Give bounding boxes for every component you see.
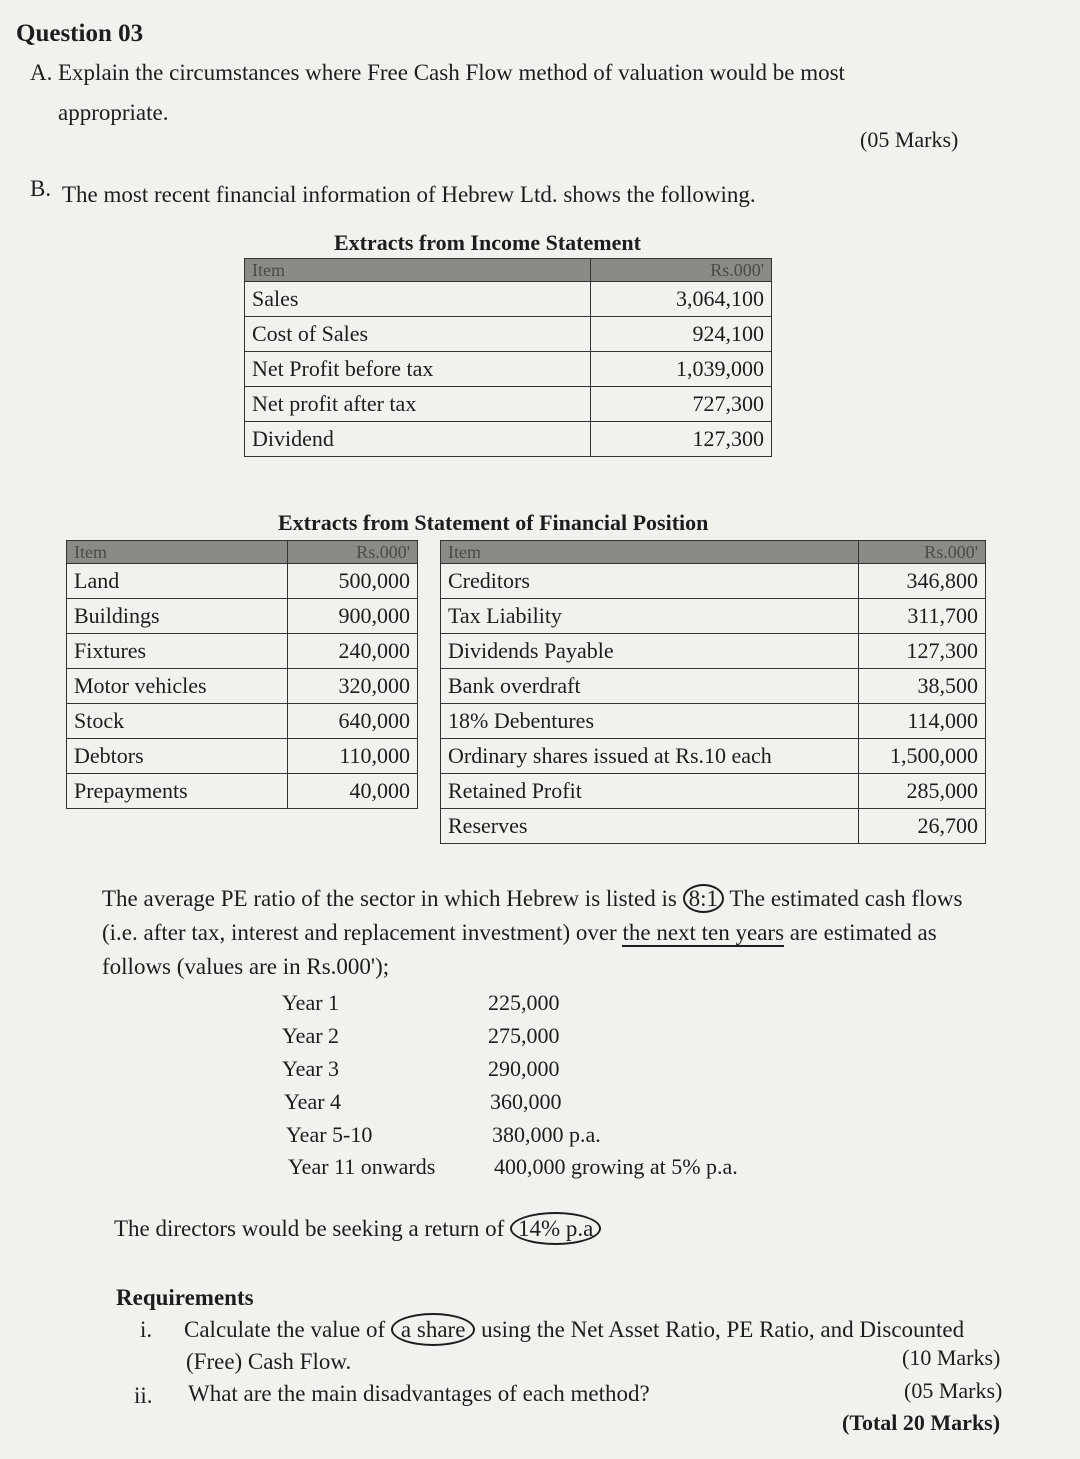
table-row [67,669,418,704]
next-ten-years-underlined: the next ten years [622,920,785,945]
requirement-ii-text: What are the main disadvantages of each method? [188,1381,650,1406]
row-value: 500,000 [288,564,418,599]
row-item: Tax Liability [441,599,859,634]
cash-flow-value: 290,000 [488,1056,560,1081]
row-item: Net Profit before tax [245,352,591,387]
header-item: Item [67,541,288,564]
table-header-row [67,541,418,564]
row-item: Land [67,564,288,599]
table-row [67,704,418,739]
table-row [245,317,772,352]
requirement-number: ii. [134,1383,153,1408]
pe-text-b: The estimated cash flows [729,886,963,911]
pe-text-c: (i.e. after tax, interest and replacement investment) over [102,920,617,945]
income-statement-title: Extracts from Income Statement [334,230,641,255]
header-value: Rs.000' [590,259,771,282]
cash-flow-year: Year 5-10 [286,1122,373,1147]
pe-text-d: are estimated as [789,920,937,945]
table-row [441,669,986,704]
row-value: 640,000 [288,704,418,739]
table-header-row [441,541,986,564]
cash-flow-year: Year 4 [284,1089,342,1114]
requirement-text-b: using the Net Asset Ratio, PE Ratio, and Discounted [481,1317,965,1342]
pe-paragraph-line3: follows (values are in Rs.000'); [102,954,390,979]
cash-flow-value: 400,000 growing at 5% p.a. [494,1154,738,1179]
row-value: 346,800 [858,564,985,599]
requirements-title: Requirements [116,1285,254,1310]
row-value: 240,000 [288,634,418,669]
liabilities-table [440,540,986,844]
table-row [245,422,772,457]
directors-text: The directors would be seeking a return of [114,1216,505,1241]
table-row [245,282,772,317]
header-value: Rs.000' [858,541,985,564]
part-b-intro: The most recent financial information of Hebrew Ltd. shows the following. [62,182,756,207]
pe-paragraph-line2 [102,918,1022,948]
row-item: Debtors [67,739,288,774]
directors-return-line [114,1214,601,1244]
table-row [441,739,986,774]
row-item: Creditors [441,564,859,599]
row-item: Sales [245,282,591,317]
cash-flow-year: Year 11 onwards [288,1154,436,1179]
requirement-i-line1 [184,1315,1034,1345]
table-row [441,634,986,669]
row-item: Dividend [245,422,591,457]
pe-paragraph-line1 [102,884,1022,914]
row-value: 320,000 [288,669,418,704]
table-row [441,704,986,739]
row-value: 127,300 [590,422,771,457]
requirement-text-a: Calculate the value of [184,1317,386,1342]
cash-flow-year: Year 2 [282,1023,340,1048]
header-item: Item [441,541,859,564]
row-item: Stock [67,704,288,739]
row-item: Reserves [441,809,859,844]
row-value: 900,000 [288,599,418,634]
row-value: 727,300 [590,387,771,422]
row-item: Dividends Payable [441,634,859,669]
part-a-text-line2: appropriate. [58,100,169,125]
question-title: Question 03 [16,20,144,47]
row-item: Prepayments [67,774,288,809]
cash-flow-year: Year 3 [282,1056,340,1081]
table-row [245,387,772,422]
income-statement-table [244,258,772,457]
row-item: Motor vehicles [67,669,288,704]
financial-position-title: Extracts from Statement of Financial Position [278,510,709,535]
table-row [441,599,986,634]
table-row [67,774,418,809]
a-share-circled: a share [391,1313,476,1346]
row-value: 38,500 [858,669,985,704]
part-a-text-line1: Explain the circumstances where Free Cash Flow method of valuation would be most [58,60,845,85]
part-a-letter: A. [30,60,53,85]
assets-table [66,540,418,809]
table-row [441,809,986,844]
total-marks: (Total 20 Marks) [842,1410,1001,1435]
row-item: 18% Debentures [441,704,859,739]
header-value: Rs.000' [288,541,418,564]
row-item: Retained Profit [441,774,859,809]
row-value: 26,700 [858,809,985,844]
requirement-i-marks: (10 Marks) [902,1345,1001,1370]
cash-flow-value: 360,000 [490,1089,562,1114]
requirement-ii-marks: (05 Marks) [904,1378,1003,1403]
row-value: 924,100 [590,317,771,352]
row-value: 110,000 [288,739,418,774]
row-value: 114,000 [858,704,985,739]
table-row [245,352,772,387]
table-row [441,774,986,809]
table-row [441,564,986,599]
header-item: Item [245,259,591,282]
row-item: Buildings [67,599,288,634]
row-value: 127,300 [858,634,985,669]
requirement-i-line2: (Free) Cash Flow. [186,1349,352,1374]
part-b-letter: B. [30,176,52,201]
cash-flow-value: 380,000 p.a. [492,1122,601,1147]
table-header-row [245,259,772,282]
part-a-marks: (05 Marks) [860,127,959,152]
row-item: Ordinary shares issued at Rs.10 each [441,739,859,774]
return-rate-circled: 14% p.a [510,1212,601,1245]
row-value: 1,039,000 [590,352,771,387]
row-item: Cost of Sales [245,317,591,352]
row-item: Fixtures [67,634,288,669]
table-row [67,739,418,774]
row-item: Net profit after tax [245,387,591,422]
pe-ratio-circled: 8:1 [683,884,724,913]
row-value: 40,000 [288,774,418,809]
row-value: 285,000 [858,774,985,809]
row-value: 1,500,000 [858,739,985,774]
row-value: 3,064,100 [590,282,771,317]
pe-text-a: The average PE ratio of the sector in which Hebrew is listed is [102,886,677,911]
table-row [67,634,418,669]
cash-flow-year: Year 1 [282,990,340,1015]
cash-flow-value: 225,000 [488,990,560,1015]
row-item: Bank overdraft [441,669,859,704]
requirement-number: i. [140,1317,153,1342]
row-value: 311,700 [858,599,985,634]
table-row [67,564,418,599]
cash-flow-value: 275,000 [488,1023,560,1048]
table-row [67,599,418,634]
